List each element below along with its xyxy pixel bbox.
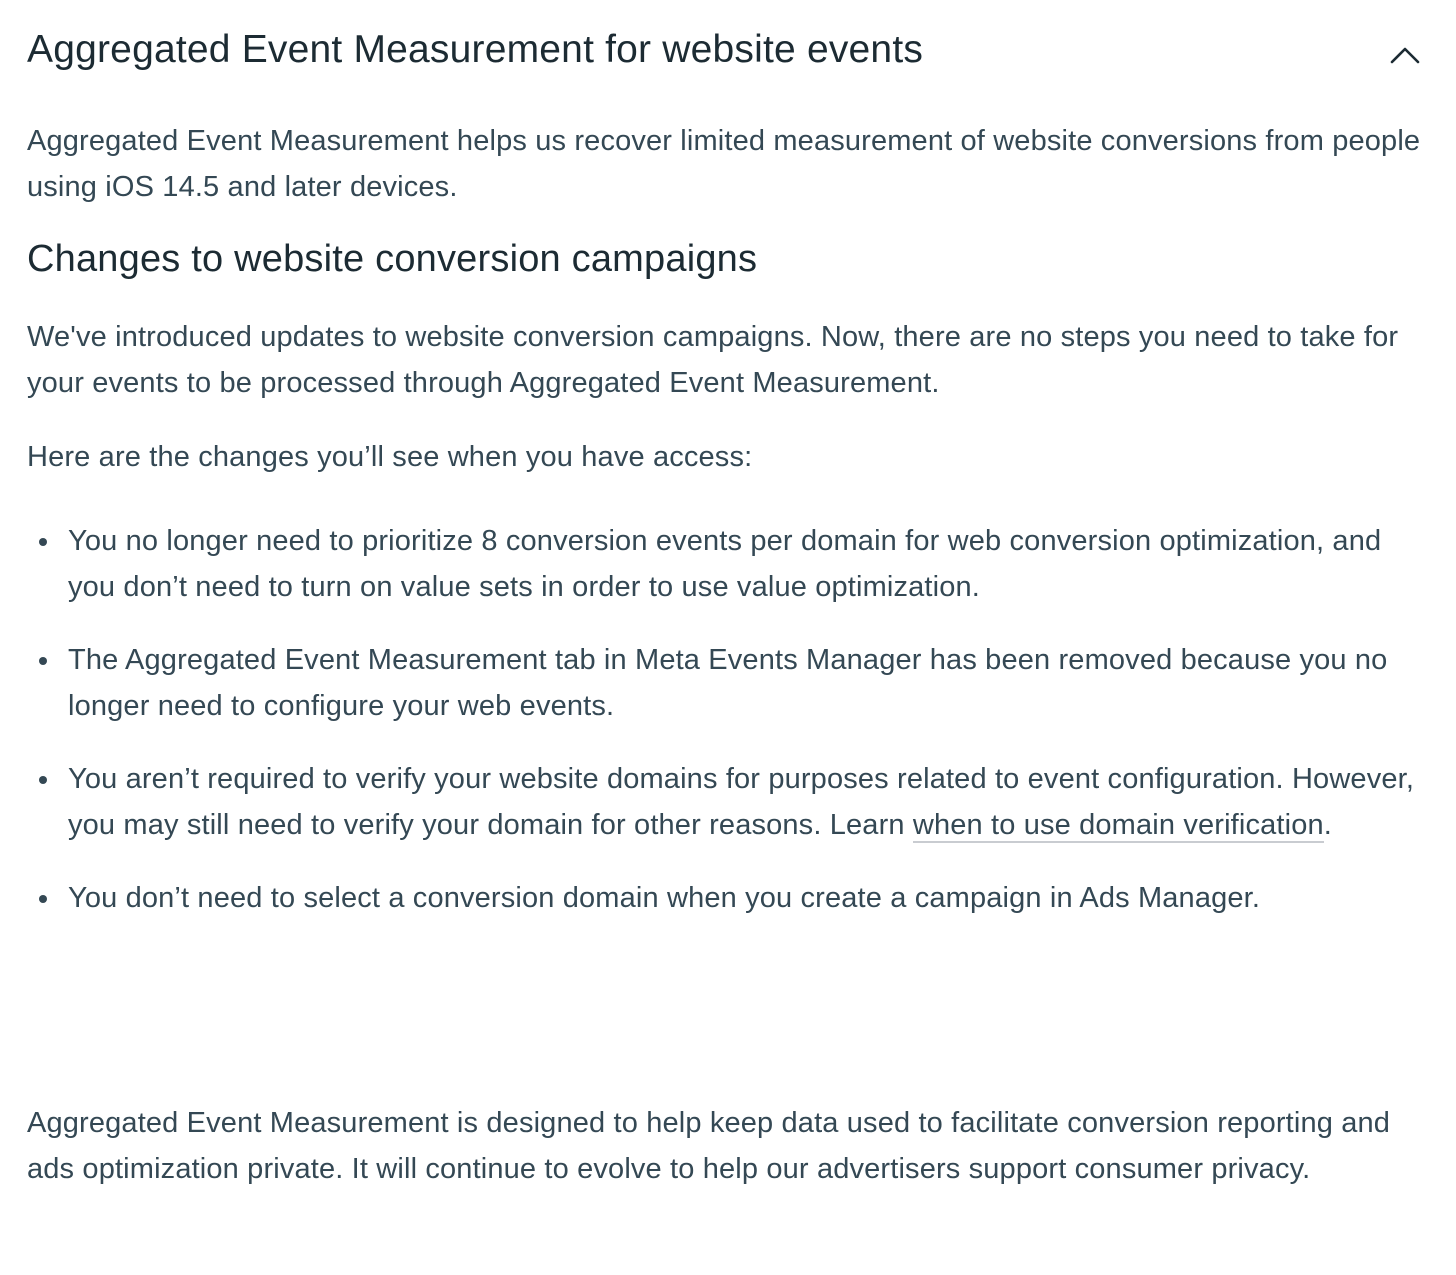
changes-list — [27, 518, 1427, 921]
collapse-toggle-button[interactable] — [1385, 38, 1425, 72]
section-title: Aggregated Event Measurement for website events — [27, 28, 924, 71]
list-item — [27, 518, 1427, 610]
bullet-icon — [39, 538, 47, 546]
bullet-icon — [39, 895, 47, 903]
list-item — [27, 637, 1427, 729]
bullet-icon — [39, 776, 47, 784]
list-item-text-end: . — [1323, 809, 1332, 841]
list-item-text: You aren’t required to verify your website domains for purposes related to event configuration. However, you may still need to verify your domain for other reasons. Learn — [68, 763, 1415, 841]
list-intro: Here are the changes you’ll see when you have access: — [27, 441, 753, 473]
list-item — [27, 875, 1427, 921]
closing-paragraph: Aggregated Event Measurement is designed to help keep data used to facilitate conversion reporting and ads optimization private. It will continue to evolve to help our advertisers support consumer privacy. — [27, 1107, 1391, 1185]
intro-paragraph: Aggregated Event Measurement helps us recover limited measurement of website conversions from people using iOS 14.5 and later devices. — [27, 125, 1421, 203]
list-item-text: You don’t need to select a conversion domain when you create a campaign in Ads Manager. — [68, 882, 1261, 914]
bullet-icon — [39, 657, 47, 665]
aem-section — [27, 0, 1437, 1185]
list-item-text: You no longer need to prioritize 8 conversion events per domain for web conversion optimization, and you don’t need to turn on value sets in order to use value optimization. — [68, 525, 1382, 603]
section-header[interactable] — [27, 0, 1437, 100]
changes-paragraph: We've introduced updates to website conversion campaigns. Now, there are no steps you need to take for your events to be processed through Aggregated Event Measurement. — [27, 321, 1399, 399]
changes-heading: Changes to website conversion campaigns — [27, 238, 758, 280]
domain-verification-link[interactable]: when to use domain verification — [912, 809, 1324, 841]
list-item-text: The Aggregated Event Measurement tab in Meta Events Manager has been removed because you no longer need to configure your web events. — [68, 644, 1388, 722]
list-item — [27, 756, 1427, 848]
chevron-up-icon — [1390, 46, 1420, 64]
